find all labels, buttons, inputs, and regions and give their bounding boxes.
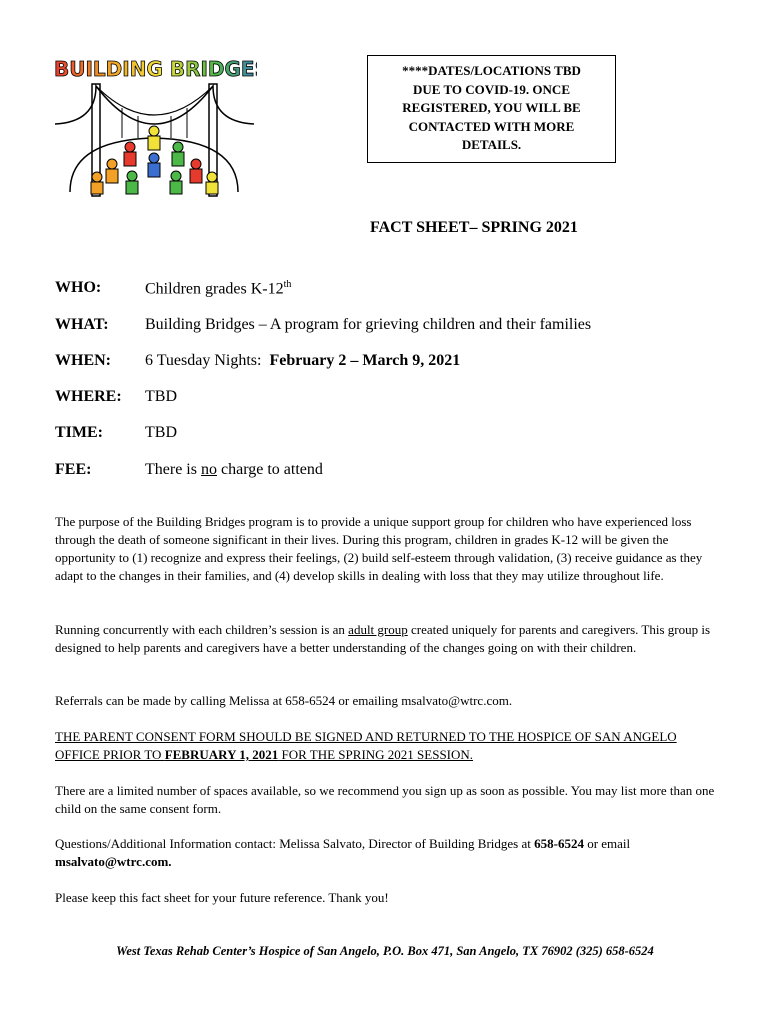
when-value [145, 352, 460, 370]
purpose-paragraph: The purpose of the Building Bridges program is to provide a unique support group for children who have experienced loss through the death of someone significant in their lives. During this program, children in grades K-12 will be given the opportunity to (1) recognize and express their feelings, (2) build self-esteem through validation, (3) receive guidance as they adapt to the changes in their families, and (4) develop skills in dealing with loss that they may utilize throughout life. [55, 514, 703, 583]
who-text: Children grades K-12 [145, 280, 284, 298]
fee-label: FEE: [55, 461, 92, 478]
keep-paragraph: Please keep this fact sheet for your future reference. Thank you! [55, 890, 389, 905]
adult-text-post: created uniquely for parents and caregivers. This group is designed to help parents and caregivers have a better understanding of the changes going on with their children. [55, 622, 711, 655]
consent-text-post: FOR THE SPRING 2021 SESSION. [278, 747, 474, 762]
fee-text-post: charge to attend [216, 461, 323, 478]
time-value: TBD [145, 424, 177, 441]
adult-group-paragraph [55, 621, 720, 657]
who-sup: th [283, 279, 292, 290]
consent-deadline: FEBRUARY 1, 2021 [164, 747, 279, 762]
fee-value [145, 461, 323, 479]
fee-text-no: no [200, 461, 217, 478]
what-value: Building Bridges – A program for grieving children and their families [145, 316, 592, 333]
time-label: TIME: [55, 424, 103, 441]
notice-line: DETAILS. [461, 137, 522, 152]
who-label: WHO: [55, 279, 102, 296]
building-bridges-logo [52, 52, 257, 197]
consent-paragraph [55, 728, 720, 764]
what-label: WHAT: [55, 316, 109, 333]
questions-email: msalvato@wtrc.com. [55, 854, 172, 869]
questions-phone: 658-6524 [534, 836, 584, 851]
spaces-paragraph: There are a limited number of spaces available, so we recommend you sign up as soon as possible. You may list more than one child on the same consent form. [55, 783, 715, 816]
adult-text-pre: Running concurrently with each children’s session is an [55, 622, 349, 637]
consent-text-pre: THE PARENT CONSENT FORM SHOULD BE SIGNED AND RETURNED TO THE HOSPICE OF SAN ANGELO OFFICE PRIOR TO [55, 729, 677, 762]
when-label: WHEN: [55, 352, 111, 369]
adult-group-text: adult group [348, 622, 408, 637]
notice-line: REGISTERED, YOU WILL BE [402, 100, 581, 115]
who-value [145, 279, 291, 298]
notice-line: DUE TO COVID-19. ONCE [413, 81, 570, 97]
when-text: 6 Tuesday Nights: [145, 352, 270, 369]
questions-text-pre: Questions/Additional Information contact: Melissa Salvato, Director of Building Bridges at [55, 836, 535, 851]
fact-sheet-title: FACT SHEET– SPRING 2021 [370, 219, 578, 236]
covid-notice-box [367, 55, 616, 163]
where-value: TBD [145, 388, 177, 405]
questions-paragraph [55, 835, 720, 871]
where-label: WHERE: [55, 388, 122, 405]
referrals-paragraph: Referrals can be made by calling Melissa at 658-6524 or emailing msalvato@wtrc.com. [55, 693, 513, 708]
footer-address: West Texas Rehab Center’s Hospice of San Angelo, P.O. Box 471, San Angelo, TX 76902 (325) 658-6524 [116, 944, 654, 958]
notice-line: ****DATES/LOCATIONS TBD [402, 63, 581, 78]
fee-text-pre: There is [145, 461, 201, 478]
questions-text-mid: or email [583, 836, 631, 851]
notice-line: CONTACTED WITH MORE [408, 118, 575, 134]
svg-text:BUILDING BRIDGES: BUILDING BRIDGES [54, 57, 257, 81]
when-dates: February 2 – March 9, 2021 [269, 352, 461, 369]
